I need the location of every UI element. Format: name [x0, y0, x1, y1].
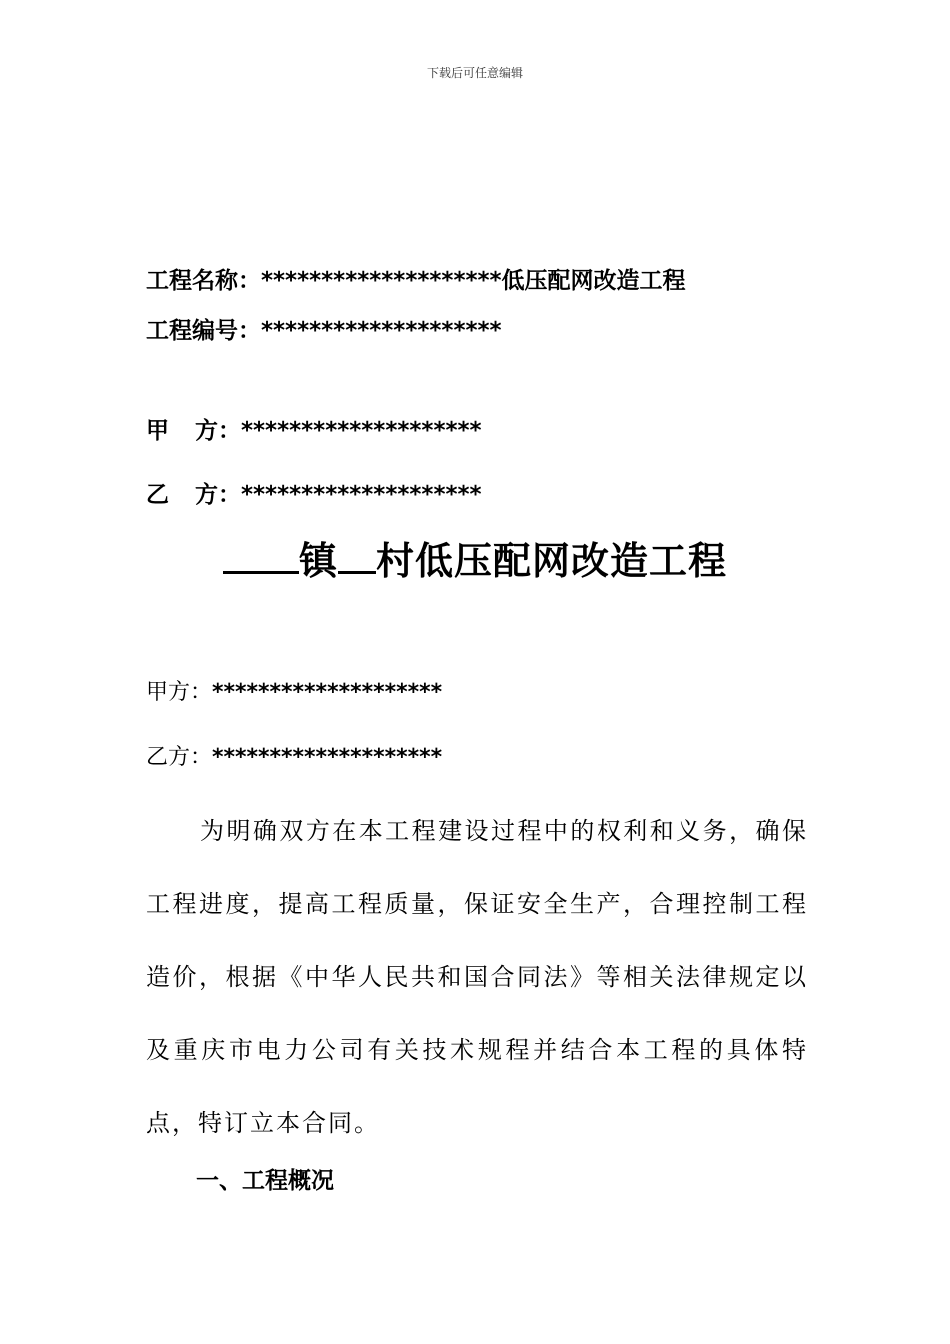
title-blank-village — [338, 539, 376, 574]
project-name-line — [146, 262, 686, 295]
header-note: 下载后可任意编辑 — [426, 66, 523, 80]
party-a-label: 甲方： — [146, 680, 213, 705]
cover-party-a-line — [146, 412, 482, 445]
cover-party-b-char1: 乙 — [146, 482, 169, 508]
section-1-heading: 一、工程概况 — [196, 1168, 334, 1194]
project-number-label: 工程编号： — [146, 318, 261, 344]
party-b-line — [146, 740, 442, 771]
title-part-village: 村低压配网改造工程 — [376, 539, 728, 583]
project-name-label: 工程名称： — [146, 268, 261, 294]
cover-party-a-char1: 甲 — [146, 418, 169, 444]
project-name-value: ********************低压配网改造工程 — [261, 268, 686, 294]
preamble-paragraph: 为明确双方在本工程建设过程中的权利和义务，确保工程进度，提高工程质量，保证安全生产，合理控制工程造价，根据《中华人民共和国合同法》等相关法律规定以及重庆市电力公司有关技术规程并结合本工程的具体特点，特订立本合同。 — [146, 817, 808, 1137]
contract-title — [0, 530, 950, 585]
party-a-value: ******************** — [212, 680, 443, 705]
project-number-line — [146, 312, 502, 345]
cover-party-a-char2: 方： — [195, 418, 241, 444]
title-blank-town — [223, 539, 299, 574]
party-b-label: 乙方： — [146, 745, 213, 770]
party-b-value: ******************** — [212, 745, 443, 770]
title-part-town: 镇 — [298, 539, 338, 583]
party-a-line — [146, 675, 442, 706]
cover-party-b-value: ******************** — [241, 482, 482, 508]
cover-party-b-char2: 方： — [195, 482, 241, 508]
project-number-value: ******************** — [261, 318, 502, 344]
cover-party-a-value: ******************** — [241, 418, 482, 444]
cover-party-b-line — [146, 476, 482, 509]
